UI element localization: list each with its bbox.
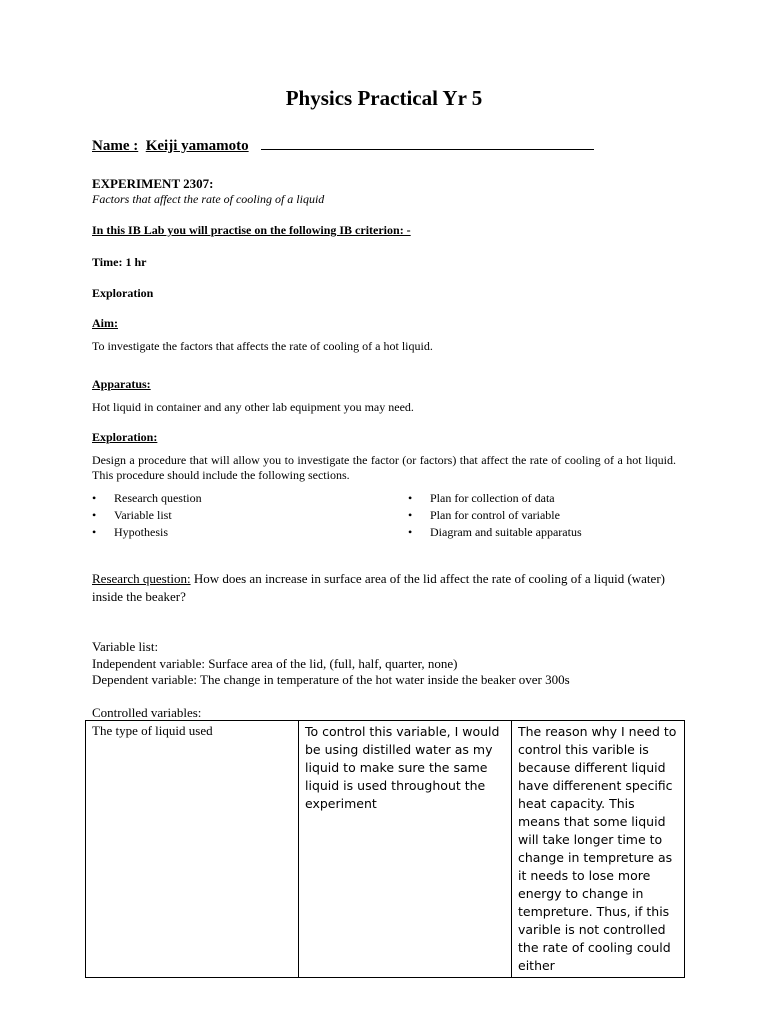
apparatus-text: Hot liquid in container and any other lab equipment you may need. [92, 400, 414, 414]
aim-text: To investigate the factors that affects the rate of cooling of a hot liquid. [92, 339, 433, 353]
dependent-variable: Dependent variable: The change in temperature of the hot water inside the beaker over 300s [92, 672, 570, 687]
bullet-list-left [92, 490, 202, 541]
apparatus-heading: Apparatus: [92, 377, 151, 391]
name-label: Name : [92, 138, 139, 154]
experiment-subtitle: Factors that affect the rate of cooling of a liquid [92, 192, 325, 206]
criterion-note: In this IB Lab you will practise on the following IB criterion: - [92, 223, 411, 237]
variable-list-heading: Variable list: [92, 639, 159, 654]
list-item: • Research question [92, 491, 202, 505]
research-question-label: Research question: [92, 571, 191, 586]
list-item: • Variable list [92, 508, 172, 522]
research-question [92, 570, 676, 606]
reason-cell: The reason why I need to control this varible is because different liquid have differenent specific heat capacity. This means that some liquid will take longer time to change in tempreture as it needs to lose more energy to change in tempreture. Thus, if this varible is not controlled the rate of cooling could either [512, 721, 685, 978]
list-item: • Diagram and suitable apparatus [408, 525, 582, 539]
document-title: Physics Practical Yr 5 [285, 86, 483, 110]
exploration-text: Design a procedure that will allow you to investigate the factor (or factors) that affect the rate of cooling of a hot liquid. This procedure should include the following sections. [92, 453, 676, 482]
list-item: • Plan for collection of data [408, 491, 555, 505]
time-label: Time: 1 hr [92, 255, 147, 269]
list-item: • Plan for control of variable [408, 508, 560, 522]
independent-variable: Independent variable: Surface area of the lid, (full, half, quarter, none) [92, 656, 458, 671]
exploration-subheading: Exploration: [92, 430, 158, 444]
aim-heading: Aim: [92, 316, 118, 330]
student-name: Keiji yamamoto [145, 138, 249, 154]
controlled-variables-table [85, 720, 685, 978]
bullet-list-right [408, 490, 582, 541]
variable-cell: The type of liquid used [86, 721, 299, 978]
research-question-text: How does an increase in surface area of the lid affect the rate of cooling of a liquid (water) inside the beaker? [92, 571, 665, 604]
experiment-code: EXPERIMENT 2307: [92, 176, 214, 191]
table-row [86, 721, 685, 978]
control-method-cell: To control this variable, I would be using distilled water as my liquid to make sure the same liquid is used throughout the experiment [299, 721, 512, 978]
name-underline [261, 148, 594, 150]
controlled-variables-heading: Controlled variables: [92, 705, 202, 720]
name-line [92, 138, 594, 155]
exploration-heading: Exploration [92, 286, 154, 300]
list-item: • Hypothesis [92, 525, 168, 539]
